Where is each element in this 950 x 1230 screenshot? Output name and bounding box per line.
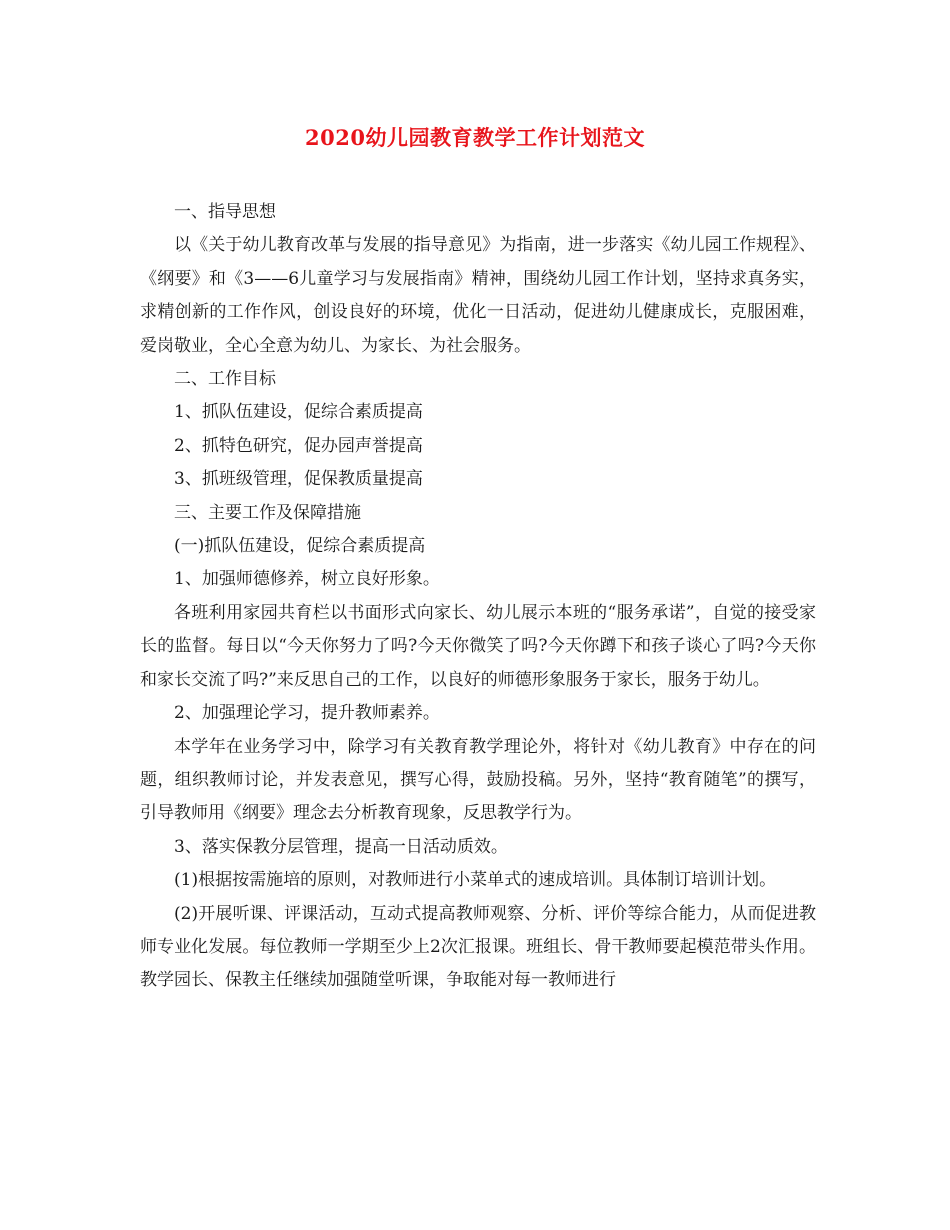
paragraph: 本学年在业务学习中，除学习有关教育教学理论外，将针对《幼儿教育》中存在的问题，组织教师讨论，并发表意见，撰写心得，鼓励投稿。另外，坚持“教育随笔”的撰写，引导教师用《纲要》理念去分析教育现象，反思教学行为。 [140,736,816,824]
paragraph: (1)根据按需施培的原则，对教师进行小菜单式的速成培训。具体制订培训计划。 [174,870,777,891]
list-item: 3、抓班级管理，促保教质量提高 [174,469,423,490]
paragraph: (2)开展听课、评课活动，互动式提高教师观察、分析、评价等综合能力，从而促进教师专业化发展。每位教师一学期至少上2次汇报课。班组长、骨干教师要起模范带头作用。教学园长、保教主任继续加强随堂听课，争取能对每一教师进行 [140,903,816,991]
paragraph: 各班利用家园共育栏以书面形式向家长、幼儿展示本班的“服务承诺”，自觉的接受家长的监督。每日以“今天你努力了吗?今天你微笑了吗?今天你蹲下和孩子谈心了吗?今天你和家长交流了吗?”来反思自己的工作，以良好的师德形象服务于家长，服务于幼儿。 [140,602,816,690]
item-heading: 3、落实保教分层管理，提高一日活动质效。 [174,836,508,857]
section-heading: 一、指导思想 [174,202,276,222]
document-title: 2020幼儿园教育教学工作计划范文 [305,125,645,150]
list-item: 2、抓特色研究，促办园声誉提高 [174,435,423,456]
document-body [140,196,816,998]
list-item: 1、抓队伍建设，促综合素质提高 [174,402,423,423]
section-heading: 三、主要工作及保障措施 [174,502,361,523]
section-heading: 二、工作目标 [174,369,276,390]
paragraph: 以《关于幼儿教育改革与发展的指导意见》为指南，进一步落实《幼儿园工作规程》、《纲要》和《3——6儿童学习与发展指南》精神，围绕幼儿园工作计划，坚持求真务实，求精创新的工作作风，创设良好的环境，优化一日活动，促进幼儿健康成长，克服困难，爱岗敬业，全心全意为幼儿、为家长、为社会服务。 [140,235,816,356]
item-heading: 2、加强理论学习，提升教师素养。 [174,703,440,724]
item-heading: 1、加强师德修养，树立良好形象。 [174,569,440,590]
subsection-heading: (一)抓队伍建设，促综合素质提高 [174,536,426,557]
